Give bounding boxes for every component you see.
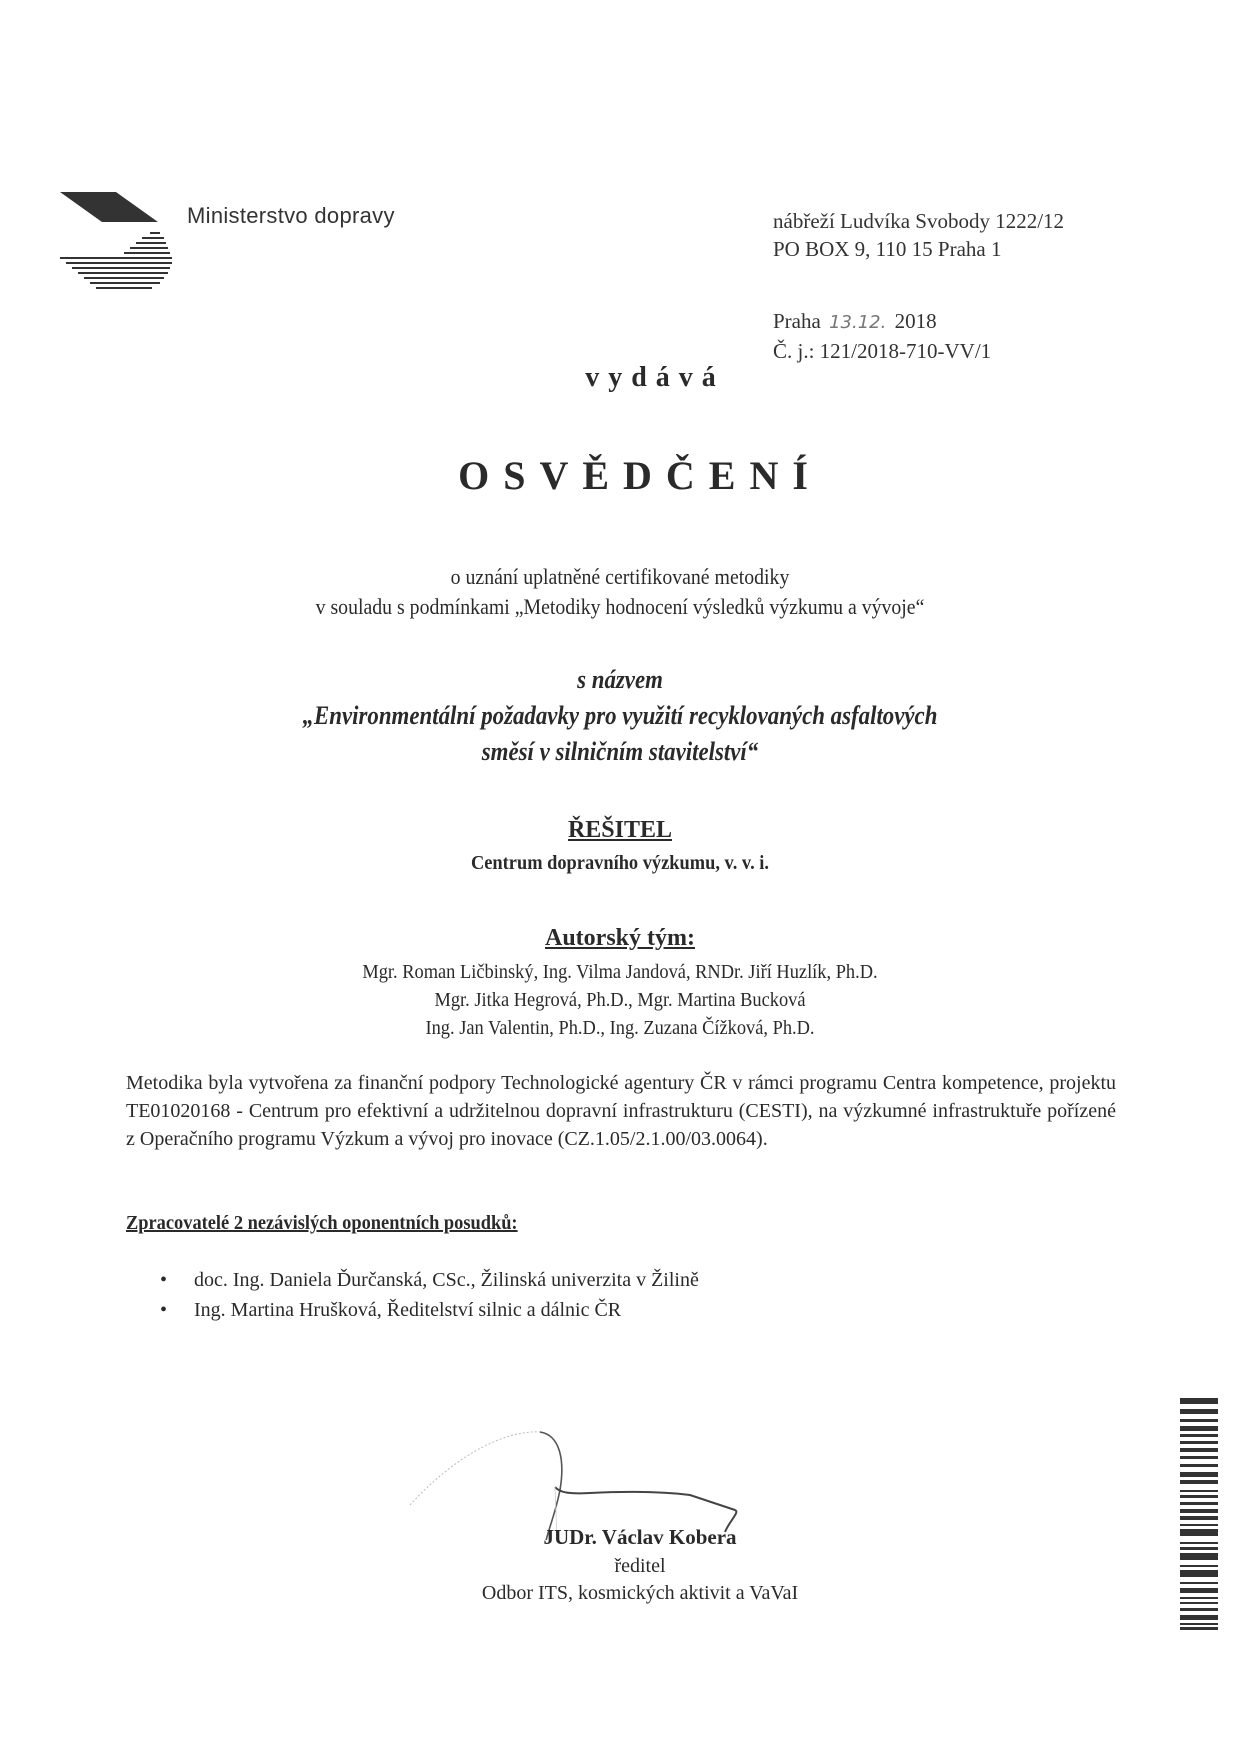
date-prefix: Praha [773,309,821,333]
bullet-icon: • [160,1269,168,1291]
reviewer-text: Ing. Martina Hrušková, Ředitelství silnic a dálnic ČR [194,1299,622,1321]
authors-line: Ing. Jan Valentin, Ph.D., Ing. Zuzana Čížková, Ph.D. [425,1017,815,1039]
signatory-name: JUDr. Václav Kobera [543,1525,737,1549]
ministry-name: Ministerstvo dopravy [187,203,395,228]
authors-line: Mgr. Roman Ličbinský, Ing. Vilma Jandová, RNDr. Jiří Huzlík, Ph.D. [362,961,878,983]
solver-heading: ŘEŠITEL [567,817,673,843]
solver-name: Centrum dopravního výzkumu, v. v. i. [470,852,770,874]
date-handwritten: 13.12. [829,312,887,333]
reviewer-text: doc. Ing. Daniela Ďurčanská, CSc., Žilinská univerzita v Žilině [194,1269,699,1291]
reviewer-item [160,1295,699,1325]
document-subtitle [62,562,1178,622]
reviewers-heading: Zpracovatelé 2 nezávislých oponentních posudků: [126,1212,518,1234]
handwritten-signature-icon [400,1420,770,1540]
reviewer-item [160,1265,699,1295]
subtitle-line: o uznání uplatněné certifikované metodiky [450,564,790,589]
bullet-icon: • [160,1299,168,1321]
document-title: OSVĚDČENÍ [458,453,822,498]
issues-label: vydává [585,362,725,393]
barcode-icon [1180,1398,1218,1630]
ministry-logo-icon [58,192,193,292]
authors-list [50,958,1191,1042]
methodology-title-line: „Environmentální požadavky pro využití recyklovaných asfaltových [302,701,938,730]
funding-paragraph: Metodika byla vytvořena za finanční podpory Technologické agentury ČR v rámci programu Centra kompetence, projektu TE01020168 - Centrum pro efektivní a udržitelnou dopravní infrastrukturu (CESTI), na výzkumné infrastruktuře pořízené z Operačního programu Výzkum a vývoj pro inovace (CZ.1.05/2.1.00/03.0064). [126,1072,1116,1150]
subtitle-line: v souladu s podmínkami „Metodiky hodnocení výsledků výzkumu a vývoje“ [315,594,925,619]
issue-date [773,307,991,337]
address-line: PO BOX 9, 110 15 Praha 1 [773,237,1002,261]
ministry-address [773,207,1064,263]
methodology-name [74,662,1165,770]
authors-heading: Autorský tým: [545,925,695,951]
reference-number: Č. j.: 121/2018-710-VV/1 [773,339,992,363]
reviewers-list [160,1265,699,1325]
date-year: 2018 [894,309,937,333]
date-reference-block [773,307,991,365]
signatory-department: Odbor ITS, kosmických aktivit a VaVaI [481,1582,799,1604]
signatory-role: ředitel [614,1555,666,1577]
methodology-title-line: směsí v silničním stavitelství“ [481,737,759,766]
address-line: nábřeží Ludvíka Svobody 1222/12 [773,209,1065,233]
authors-line: Mgr. Jitka Hegrová, Ph.D., Mgr. Martina Bucková [434,989,806,1011]
name-label: s názvem [577,665,663,694]
